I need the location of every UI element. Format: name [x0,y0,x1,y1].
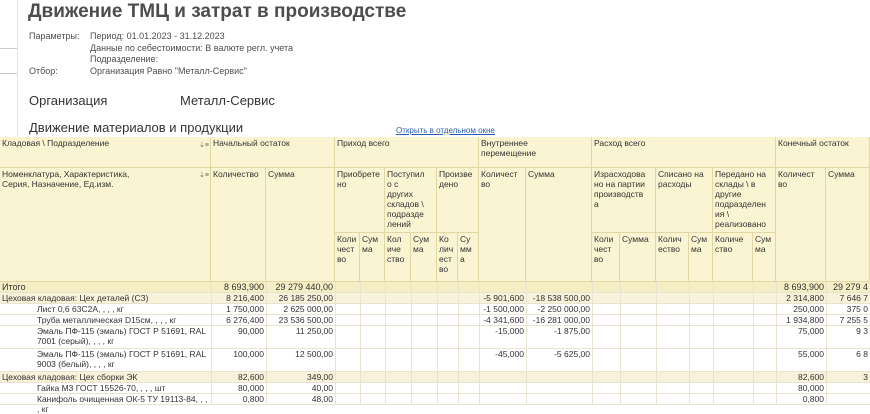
column-divider [411,282,412,405]
cell-open-sum: 29 279 440,00 [275,282,333,292]
column-divider [776,282,777,405]
param-value: Период: 01.01.2023 - 31.12.2023 [90,31,225,41]
column-divider [211,282,212,405]
column-divider [458,282,459,405]
cell-int-sum: -5 625,00 [554,349,590,359]
header-expense-total [592,137,776,168]
column-divider [592,282,593,405]
cell-open-sum: 349,00 [307,372,333,382]
cell-name: Труба металлическая D15см, , , , кг [37,315,177,325]
header-closing-sum [826,168,870,282]
header-writtenoff-sum [689,233,713,282]
header-produced [437,168,479,233]
cell-int-qty [479,372,526,383]
header-purchased [335,168,385,233]
column-divider [437,282,438,405]
cell-int-qty [479,383,526,394]
header-produced-qty [437,233,458,282]
header-label: Сумма [268,169,295,179]
cell-open-qty: 100,000 [233,349,264,359]
header-label: Начальный остаток [213,138,290,148]
cell-close-sum: 3 [863,372,868,382]
cell-open-sum: 12 500,00 [295,349,333,359]
organization-value: Металл-Сервис [180,93,275,108]
header-label: Сумма [622,234,649,244]
organization-label: Организация [29,93,108,108]
header-label: Передано на склады \ в другие подразделен ия \ реализовано [715,169,766,229]
header-income-total [335,137,479,168]
header-closing [776,137,870,168]
column-divider [360,282,361,405]
section-title: Движение материалов и продукции [29,120,244,135]
cell-close-sum: 6 8 [856,349,868,359]
cell-open-qty: 90,000 [238,326,264,336]
header-received [385,168,437,233]
sort-icon[interactable]: ⇣≡ [199,172,209,179]
cell-int-sum [526,372,592,383]
column-divider [753,282,754,405]
cell-close-sum: 9 3 [856,326,868,336]
cell-int-sum: -16 281 000,00 [532,315,590,325]
header-internal-qty [479,168,526,282]
report-title: Движение ТМЦ и затрат в производстве [28,1,407,22]
column-divider [656,282,657,405]
cell-int-qty: -45,000 [495,349,524,359]
open-separate-window-link[interactable]: Открыть в отдельном окне [396,126,495,135]
header-purchased-qty [335,233,360,282]
cell-open-sum: 48,00 [311,394,333,404]
cell-name: Итого [2,282,26,292]
header-label: Номенклатура, Характеристика, Серия, Назначение, Ед.изм. [2,169,130,189]
cell-int-qty: -1 500,000 [483,304,524,314]
cell-close-sum [826,394,870,405]
column-divider [526,282,527,405]
cell-int-sum: -1 875,00 [554,326,590,336]
param-label: Параметры: [29,31,80,41]
cell-open-qty: 0,800 [242,394,264,404]
cell-int-qty: -4 341,600 [483,315,524,325]
header-label: Израсходова но на партии производств а [594,169,646,209]
header-label: Количест во [778,169,815,189]
param-value: Организация Равно "Металл-Сервис" [90,65,247,76]
cell-open-qty: 1 750,000 [226,304,264,314]
column-divider [479,282,480,405]
header-internal-move [479,137,592,168]
cell-name: Канифоль очищенная ОК-5 ТУ 19113-84, , , , кг [37,394,208,414]
cell-close-qty: 75,000 [798,326,824,336]
column-divider [335,282,336,405]
header-label: Приход всего [337,138,390,148]
header-purchased-sum [360,233,385,282]
cell-close-qty: 82,600 [798,372,824,382]
cell-name: Эмаль ПФ-115 (эмаль) ГОСТ Р 51691, RAL 7001 (серый), , , , кг [37,326,207,346]
header-label: Кол иче ство [387,234,405,264]
cell-open-sum: 26 185 250,00 [278,293,333,303]
cell-close-sum [826,383,870,394]
header-label: Внутреннее перемещение [481,138,537,158]
column-divider [385,282,386,405]
header-transferred-sum [753,233,776,282]
header-transferred-qty [713,233,753,282]
header-label: Сум ма [691,234,708,254]
cell-open-qty: 8 216,400 [226,293,264,303]
cell-open-sum: 11 250,00 [295,326,333,336]
cell-close-qty: 0,800 [802,394,824,404]
header-writtenoff-qty [656,233,689,282]
report-table [0,137,870,414]
cell-open-qty: 8 693,900 [223,282,264,292]
param-value: Подразделение: [90,54,159,64]
header-label: Количе ство [715,234,744,254]
header-transferred [713,168,776,233]
cell-close-qty: 1 934,800 [786,315,824,325]
column-divider [689,282,690,405]
cell-name: Гайка М3 ГОСТ 15526-70, , , , шт [37,383,166,393]
header-label: Произве дено [439,169,473,189]
header-opening [211,137,335,168]
cell-open-sum: 2 625 000,00 [283,304,333,314]
header-label: Коли чест во [337,234,357,264]
column-divider [826,282,827,405]
frame-mark [0,73,18,74]
header-label: Расход всего [594,138,646,148]
header-label: Кладовая \ Подразделение [2,138,110,148]
header-label: Ко лич ест во [439,234,454,274]
header-consumed-sum [620,233,656,282]
frame-mark [0,48,18,49]
header-label: Коли чест во [594,234,614,264]
header-consumed-batch [592,168,656,233]
cell-open-sum: 23 536 500,00 [278,315,333,325]
cell-int-sum [526,383,592,394]
cell-close-sum: 375 0 [846,304,868,314]
param-value: Данные по себестоимости: В валюте регл. учета [90,42,294,53]
cell-int-sum [526,282,592,293]
cell-open-qty: 6 276,400 [226,315,264,325]
header-received-qty [385,233,411,282]
header-produced-sum [458,233,479,282]
header-label: Сумма [828,169,855,179]
header-received-sum [411,233,437,282]
header-internal-sum [526,168,592,282]
param-label: Отбор: [29,65,58,76]
cell-close-qty: 80,000 [798,383,824,393]
header-label: Поступил о с других складов \ подразде лений [387,169,425,229]
header-label: Су мм а [460,234,472,264]
cell-name: Цеховая кладовая: Цех сборки ЭК [2,372,138,382]
cell-name: Эмаль ПФ-115 (эмаль) ГОСТ Р 51691, RAL 9003 (белый), , , , кг [37,349,207,369]
cell-close-qty: 250,000 [793,304,824,314]
cell-open-sum: 40,00 [311,383,333,393]
cell-int-sum [526,394,592,405]
cell-int-qty [479,282,526,293]
header-label: Количест во [481,169,518,189]
header-nomenclature[interactable] [0,168,211,282]
header-closing-qty [776,168,826,282]
cell-int-qty: -5 901,600 [483,293,524,303]
cell-close-sum: 29 279 4 [832,282,868,292]
column-divider [713,282,714,405]
cell-int-sum: -2 250 000,00 [537,304,590,314]
cell-int-qty [479,394,526,405]
cell-close-sum: 7 646 7 [839,293,868,303]
header-label: Сум ма [755,234,772,254]
header-opening-sum [266,168,335,282]
header-opening-qty [211,168,266,282]
cell-int-sum: -18 538 500,00 [532,293,590,303]
cell-open-qty: 82,600 [238,372,264,382]
cell-open-qty: 80,000 [238,383,264,393]
column-divider [620,282,621,405]
cell-close-qty: 55,000 [798,349,824,359]
header-label: Сум ма [362,234,379,254]
header-consumed-qty [592,233,620,282]
cell-close-qty: 2 314,800 [786,293,824,303]
header-label: Колич ество [658,234,682,254]
header-label: Сумма [528,169,555,179]
cell-close-sum: 7 255 5 [839,315,868,325]
header-label: Сум ма [413,234,430,254]
header-label: Приобрете но [337,169,380,189]
sort-icon[interactable]: ⇣≡ [199,142,209,149]
column-divider [266,282,267,405]
header-written-off [656,168,713,233]
cell-name: Лист 0,6 63С2А, , , , кг [37,304,124,314]
header-warehouse[interactable] [0,137,211,168]
cell-name: Цеховая кладовая: Цех деталей (СЗ) [2,293,149,303]
cell-int-qty: -15,000 [495,326,524,336]
header-label: Списано на расходы [658,169,704,189]
cell-close-qty: 8 693,900 [783,282,824,292]
header-label: Конечный остаток [778,138,849,148]
header-label: Количество [213,169,259,179]
